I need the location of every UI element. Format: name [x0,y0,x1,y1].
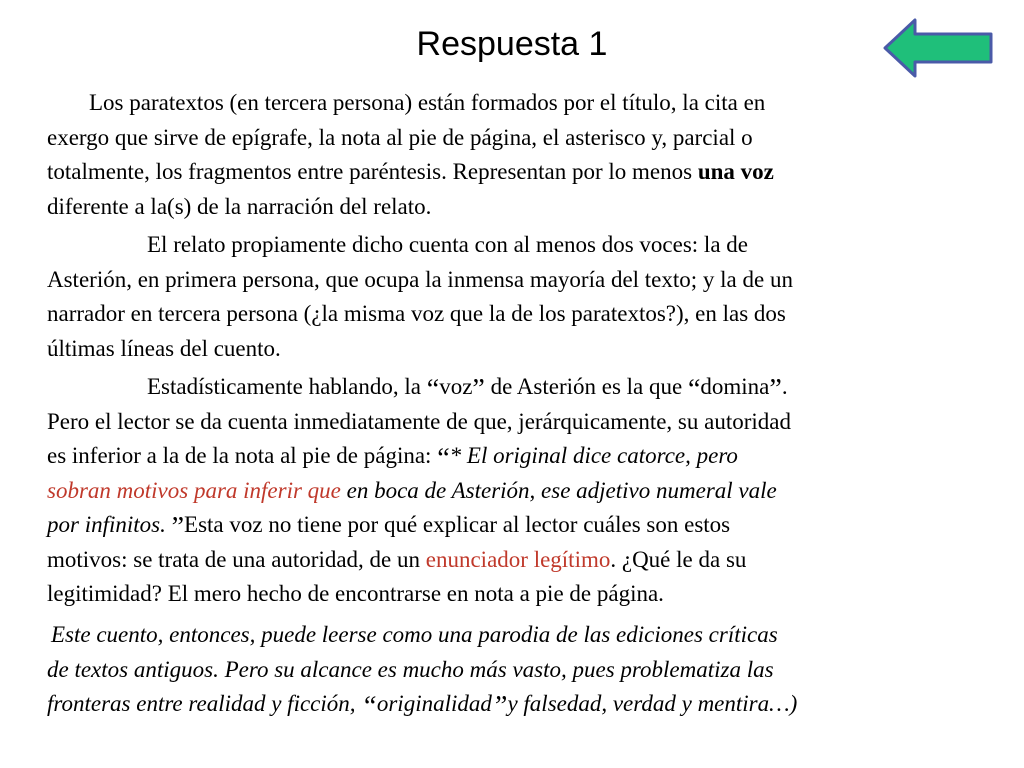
p3-l5b: Esta voz no tiene por qué explicar al lector cuáles son estos [184,512,731,537]
p1-line-3-text: totalmente, los fragmentos entre paréntesis. Representan por lo menos [47,159,698,184]
p3-red-sobran-motivos: sobran motivos para inferir que [47,477,341,503]
open-quote: “ [426,374,440,405]
p3-l6b: . ¿Qué le da su [610,546,747,572]
p1-bold-una-voz: una voz [697,159,774,184]
p4-line-2: de textos antiguos. Pero su alcance es mucho más vasto, pues problematiza las [47,656,774,682]
p3-l1e: . [781,374,788,399]
p3-l1b: voz [439,374,473,399]
p4-l3c: y falsedad, verdad y mentira…) [507,691,798,716]
p1-line-3 [47,155,979,190]
p3-l1d: domina [700,374,770,399]
open-quote: “ [361,691,377,722]
close-quote: ” [491,691,508,722]
p4-l3a: fronteras entre realidad y ficción, [47,691,362,716]
p3-l1c: de Asterión es la que [484,374,688,399]
p4-line-1: Este cuento, entonces, puede leerse como una parodia de las ediciones críticas [51,622,778,647]
slide-title: Respuesta 1 [416,25,608,63]
close-quote: ” [171,512,185,543]
p1-line-1: Los paratextos (en tercera persona) están formados por el título, la cita en [89,90,766,115]
p3-l4b: en boca de Asterión, ese adjetivo numeral vale [340,477,777,503]
p3-line-7: legitimidad? El mero hecho de encontrarse en nota a pie de página. [47,581,664,606]
p3-line-1 [47,370,979,405]
p2-line-2: Asterión, en primera persona, que ocupa la inmensa mayoría del texto; y la de un [47,266,793,292]
paragraph-conclusion [47,618,979,722]
p3-l1a: Estadísticamente hablando, la [147,374,427,399]
p2-line-3: narrador en tercera persona (¿la misma voz que la de los paratextos?), en las dos [47,301,786,326]
p3-line-6 [47,543,979,578]
p3-line-3 [47,439,979,474]
p2-line-1: El relato propiamente dicho cuenta con al menos dos voces: la de [147,232,748,257]
p2-line-4: últimas líneas del cuento. [47,335,281,361]
paragraph-relato [47,228,979,366]
p1-line-4: diferente a la(s) de la narración del relato. [47,193,432,219]
p4-l3b: originalidad [376,691,492,716]
p3-l3b: * El original dice catorce, pero [449,443,738,468]
close-quote: ” [769,374,782,405]
p3-line-2: Pero el lector se da cuenta inmediatamente de que, jerárquicamente, su autoridad [47,408,791,434]
p3-l5a: por infinitos. [47,512,172,537]
p3-line-5 [47,508,979,543]
close-quote: ” [472,374,485,405]
p3-red-enunciador: enunciador legítimo [425,546,611,572]
p1-line-2: exergo que sirve de epígrafe, la nota al pie de página, el asterisco y, parcial o [47,124,753,150]
open-quote: “ [687,374,701,405]
p3-line-4 [47,474,979,509]
paragraph-estadisticamente [47,370,979,612]
paragraph-paratextos [47,86,979,224]
open-quote: “ [437,443,450,474]
p3-l3a: es inferior a la de la nota al pie de página: [47,443,438,468]
p4-line-3 [47,687,979,722]
p3-l6a: motivos: se trata de una autoridad, de un [47,546,426,572]
back-arrow-icon[interactable] [883,18,995,78]
